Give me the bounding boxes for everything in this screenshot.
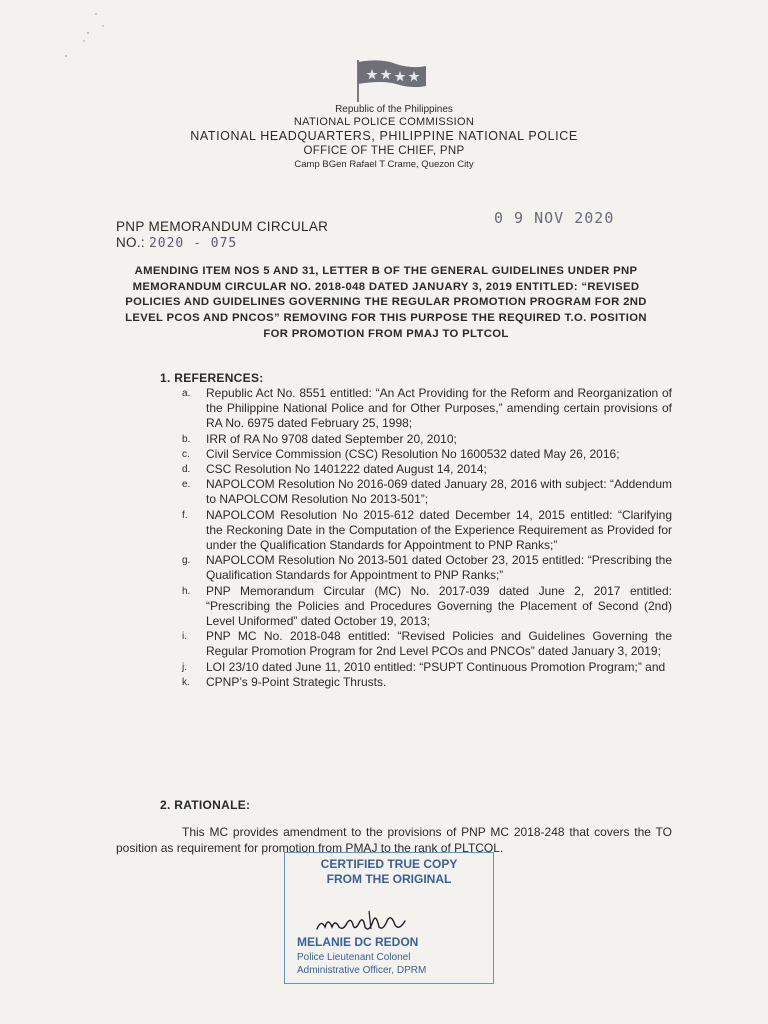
certified-true-copy-stamp [284, 852, 494, 984]
reference-text: IRR of RA No 9708 dated September 20, 2010; [206, 431, 457, 446]
reference-item [182, 660, 672, 675]
reference-item [182, 477, 672, 507]
reference-item [182, 675, 672, 690]
reference-text: CPNP’s 9-Point Strategic Thrusts. [206, 674, 387, 689]
reference-item [182, 629, 672, 659]
letterhead-address: Camp BGen Rafael T Crame, Quezon City [294, 159, 474, 170]
scan-specks [0, 0, 120, 80]
reference-item [182, 553, 672, 583]
rationale-text: This MC provides amendment to the provisions of PNP MC 2018-248 that covers the TO position as requirement for promotion from PMAJ to the rank of PLTCOL. [116, 825, 672, 855]
stamp-line-certified: CERTIFIED TRUE COPY [320, 857, 458, 871]
certifier-office: Administrative Officer, DPRM [297, 965, 427, 976]
references-heading: 1. REFERENCES: [160, 371, 264, 385]
stamp-line-original: FROM THE ORIGINAL [326, 872, 452, 886]
letterhead-headquarters: NATIONAL HEADQUARTERS, PHILIPPINE NATIONAL POLICE [190, 129, 578, 143]
reference-item [182, 432, 672, 447]
reference-text: LOI 23/10 dated June 11, 2010 entitled: “PSUPT Continuous Promotion Program;” and [206, 659, 666, 674]
reference-letter: h. [182, 585, 191, 597]
date-stamp: 0 9 NOV 2020 [494, 209, 615, 227]
reference-text: PNP Memorandum Circular (MC) No. 2017-039 dated June 2, 2017 entitled: “Prescribing the Policies and Procedures Governing the Placement of Second (2nd) Level Uniformed” dated October 19, 2013; [206, 583, 672, 629]
reference-item [182, 447, 672, 462]
letterhead-office: OFFICE OF THE CHIEF, PNP [303, 145, 465, 157]
reference-letter: i. [182, 631, 187, 643]
reference-letter: a. [182, 388, 191, 399]
reference-letter: k. [182, 676, 190, 688]
memo-number-label: NO.: [116, 235, 145, 250]
reference-letter: c. [182, 448, 190, 460]
certifier-name: MELANIE DC REDON [297, 935, 419, 949]
reference-letter: f. [182, 509, 188, 521]
letterhead-commission: NATIONAL POLICE COMMISSION [293, 116, 475, 128]
memo-subject: AMENDING ITEM NOS 5 AND 31, LETTER B OF THE GENERAL GUIDELINES UNDER PNP MEMORANDUM CIRCULAR NO. 2018-048 DATED JANUARY 3, 2019 ENTITLED: “REVISED POLICIES AND GUIDELINES GOVERNING THE REGULAR PROMOTION PROGRAM FOR 2ND LEVEL PCOS AND PNCOS” REMOVING FOR THIS PURPOSE THE REQUIRED T.O. POSITION FOR PROMOTION FROM PMAJ TO PLTCOL [125, 265, 647, 340]
reference-text: Civil Service Commission (CSC) Resolution No 1600532 dated May 26, 2016; [206, 446, 620, 461]
reference-text: PNP MC No. 2018-048 entitled: “Revised Policies and Guidelines Governing the Regular Promotion Program for 2nd Level PCOs and PNCOs” dated January 3, 2019; [206, 629, 672, 659]
certifier-rank: Police Lieutenant Colonel [297, 952, 411, 963]
reference-item [182, 462, 672, 477]
handwritten-signature [313, 907, 423, 937]
references-list [182, 386, 672, 690]
letterhead [0, 104, 768, 171]
reference-letter: j. [182, 661, 187, 673]
reference-text: Republic Act No. 8551 entitled: “An Act Providing for the Reform and Reorganization of the Philippine National Police and for Other Purposes,” amending certain provisions of RA No. 6975 dated February 25, 1998; [206, 386, 672, 431]
reference-letter: d. [182, 464, 191, 476]
reference-item [182, 386, 672, 432]
memo-number: 2020 - 075 [148, 236, 238, 251]
letterhead-republic: Republic of the Philippines [335, 104, 453, 115]
rationale-heading: 2. RATIONALE: [160, 798, 251, 812]
reference-letter: b. [182, 433, 191, 445]
reference-item [182, 508, 672, 554]
reference-text: NAPOLCOM Resolution No 2013-501 dated October 23, 2015 entitled: “Prescribing the Qualification Standards for Appointment to PNP Ranks;” [206, 553, 672, 583]
reference-text: NAPOLCOM Resolution No 2015-612 dated December 14, 2015 entitled: “Clarifying the Reckoning Date in the Computation of the Experience Requirement as Provided for under the Qualification Standards for Appointment to PNP Ranks;” [206, 507, 672, 553]
memo-title: PNP MEMORANDUM CIRCULAR [116, 219, 329, 234]
reference-text: NAPOLCOM Resolution No 2016-069 dated January 28, 2016 with subject: “Addendum to NAPOLCOM Resolution No 2013-501”; [206, 477, 672, 507]
memo-number-line [116, 235, 237, 252]
reference-item [182, 584, 672, 630]
reference-letter: g. [182, 555, 191, 567]
reference-text: CSC Resolution No 1401222 dated August 14, 2014; [206, 462, 487, 477]
reference-letter: e. [182, 479, 191, 491]
pnp-flag-logo [352, 56, 432, 104]
